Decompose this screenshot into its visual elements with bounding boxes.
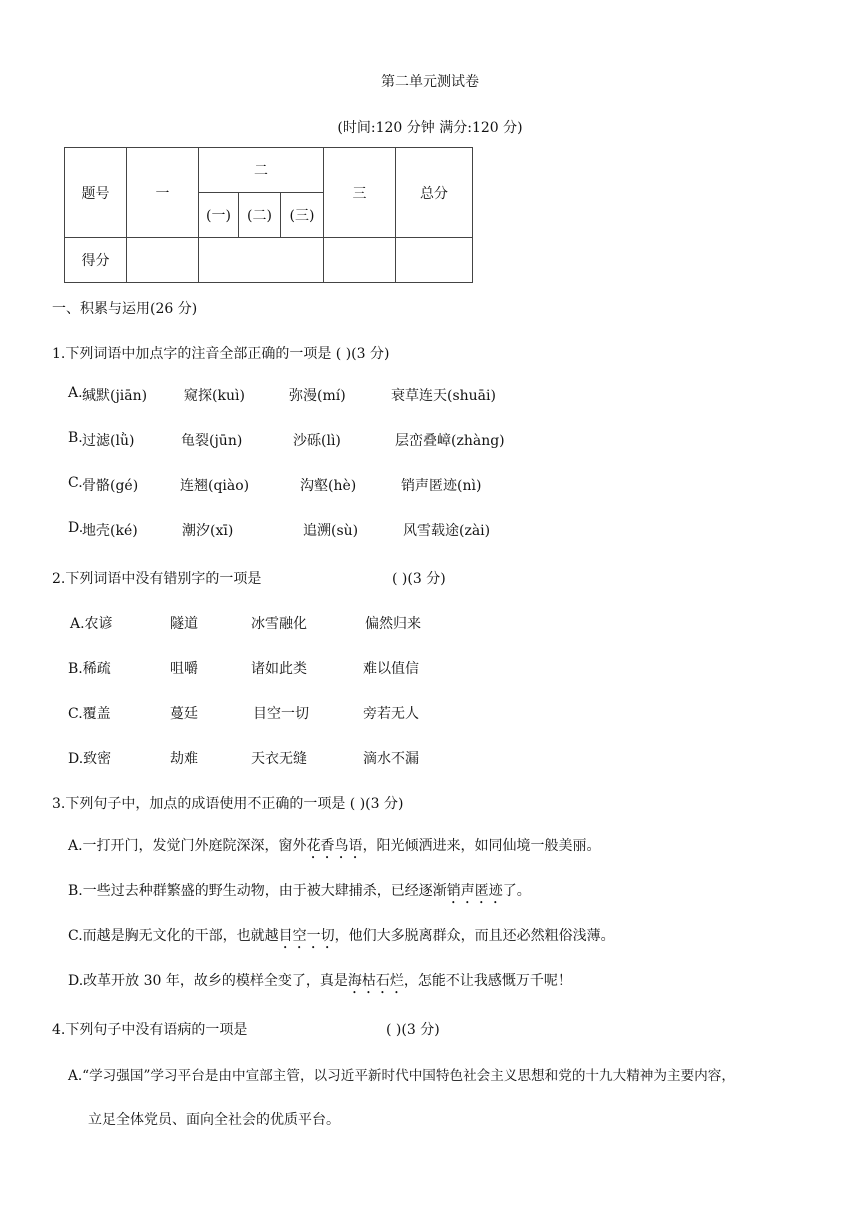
question-4-stem: 4.下列句子中没有语病的一项是	[52, 1022, 248, 1038]
option-word: 难以值信	[363, 661, 419, 677]
option-word: 骨骼(gé)	[82, 478, 139, 494]
option-word: 追溯(sù)	[303, 523, 359, 539]
option-letter: A.	[68, 385, 83, 401]
dotted-idiom: 海枯石烂	[347, 973, 404, 989]
option-word: 地壳(ké)	[82, 523, 138, 539]
option-word: 销声匿迹(nì)	[401, 478, 482, 494]
row-label-score: 得分	[65, 238, 127, 283]
question-2-stem: 2.下列词语中没有错别字的一项是	[52, 571, 262, 587]
option-word: 弥漫(mí)	[289, 388, 346, 404]
question-4-answer-bracket[interactable]: ( )(3 分)	[386, 1022, 440, 1038]
option-text: B.一些过去种群繁盛的野生动物，由于被大肆捕杀，已经逐渐	[68, 883, 447, 899]
option-word: D.致密	[68, 751, 112, 767]
option-word: 沟壑(hè)	[300, 478, 357, 494]
option-word: 层峦叠嶂(zhàng)	[395, 433, 505, 449]
option-word: 偏然归来	[365, 616, 421, 632]
option-word: 缄默(jiān)	[82, 388, 148, 404]
option-word: 目空一切	[253, 706, 309, 722]
question-3-option-d	[68, 970, 572, 997]
option-text: D.改革开放 30 年，故乡的模样全变了，真是	[68, 973, 348, 989]
option-word: 衰草连天(shuāi)	[391, 388, 496, 404]
dotted-idiom: 花香鸟语	[306, 838, 363, 854]
option-word: 劫难	[170, 751, 198, 767]
question-3-option-a	[68, 835, 601, 862]
option-word: 咀嚼	[170, 661, 198, 677]
option-word: 蔓廷	[170, 706, 198, 722]
option-letter: D.	[68, 520, 84, 536]
header-part-1: 一	[127, 148, 199, 238]
score-cell-total[interactable]	[396, 238, 473, 283]
question-3-option-c	[68, 925, 615, 952]
header-question-number: 题号	[65, 148, 127, 238]
option-word: 风雪载途(zài)	[403, 523, 491, 539]
exam-info: (时间:120 分钟 满分:120 分)	[337, 120, 523, 136]
option-letter: B.	[68, 430, 83, 446]
score-cell-part-1[interactable]	[127, 238, 199, 283]
option-word: 沙砾(lì)	[293, 433, 341, 449]
option-word: 诸如此类	[251, 661, 307, 677]
option-text: ，阳光倾洒进来，如同仙境一般美丽。	[362, 838, 601, 854]
question-1-stem: 1.下列词语中加点字的注音全部正确的一项是 ( )(3 分)	[52, 346, 390, 362]
question-3-option-b	[68, 880, 531, 907]
option-word: 旁若无人	[363, 706, 419, 722]
page-title: 第二单元测试卷	[381, 74, 479, 90]
dotted-idiom: 目空一切	[278, 928, 335, 944]
option-word: 龟裂(jūn)	[181, 433, 243, 449]
option-word: 冰雪融化	[251, 616, 307, 632]
option-word: 潮汐(xī)	[182, 523, 234, 539]
score-cell-part-3[interactable]	[324, 238, 396, 283]
option-word: 滴水不漏	[363, 751, 419, 767]
option-word: C.覆盖	[68, 706, 111, 722]
option-letter: C.	[68, 475, 83, 491]
option-text: ，怎能不让我感慨万千呢！	[403, 973, 572, 989]
question-3-stem: 3.下列句子中，加点的成语使用不正确的一项是 ( )(3 分)	[52, 796, 404, 812]
score-cell-part-2[interactable]	[199, 238, 324, 283]
option-word: 天衣无缝	[251, 751, 307, 767]
option-word: 连翘(qiào)	[180, 478, 250, 494]
option-text: 了。	[502, 883, 531, 899]
header-part-2-sub-2: (二)	[239, 193, 281, 238]
option-word: 过滤(lǜ)	[82, 433, 135, 449]
option-text: A.一打开门，发觉门外庭院深深，窗外	[68, 838, 307, 854]
option-text: ，他们大多脱离群众，而且还必然粗俗浅薄。	[334, 928, 615, 944]
question-4-option-a-line-2: 立足全体党员、面向全社会的优质平台。	[88, 1112, 340, 1128]
option-word: 窥探(kuì)	[184, 388, 245, 404]
question-2-answer-bracket[interactable]: ( )(3 分)	[392, 571, 446, 587]
header-part-2: 二	[199, 148, 324, 193]
option-word: A.农谚	[70, 616, 113, 632]
option-word: 隧道	[170, 616, 198, 632]
header-total: 总分	[396, 148, 473, 238]
score-table	[64, 147, 473, 283]
option-text: C.而越是胸无文化的干部，也就越	[68, 928, 279, 944]
header-part-3: 三	[324, 148, 396, 238]
option-word: B.稀疏	[68, 661, 111, 677]
section-heading: 一、积累与运用(26 分)	[52, 301, 198, 317]
header-part-2-sub-1: (一)	[199, 193, 239, 238]
dotted-idiom: 销声匿迹	[446, 883, 503, 899]
header-part-2-sub-3: (三)	[281, 193, 324, 238]
question-4-option-a-line-1: A.“学习强国”学习平台是由中宣部主管，以习近平新时代中国特色社会主义思想和党的十九大精神为主要内容，	[68, 1068, 735, 1084]
